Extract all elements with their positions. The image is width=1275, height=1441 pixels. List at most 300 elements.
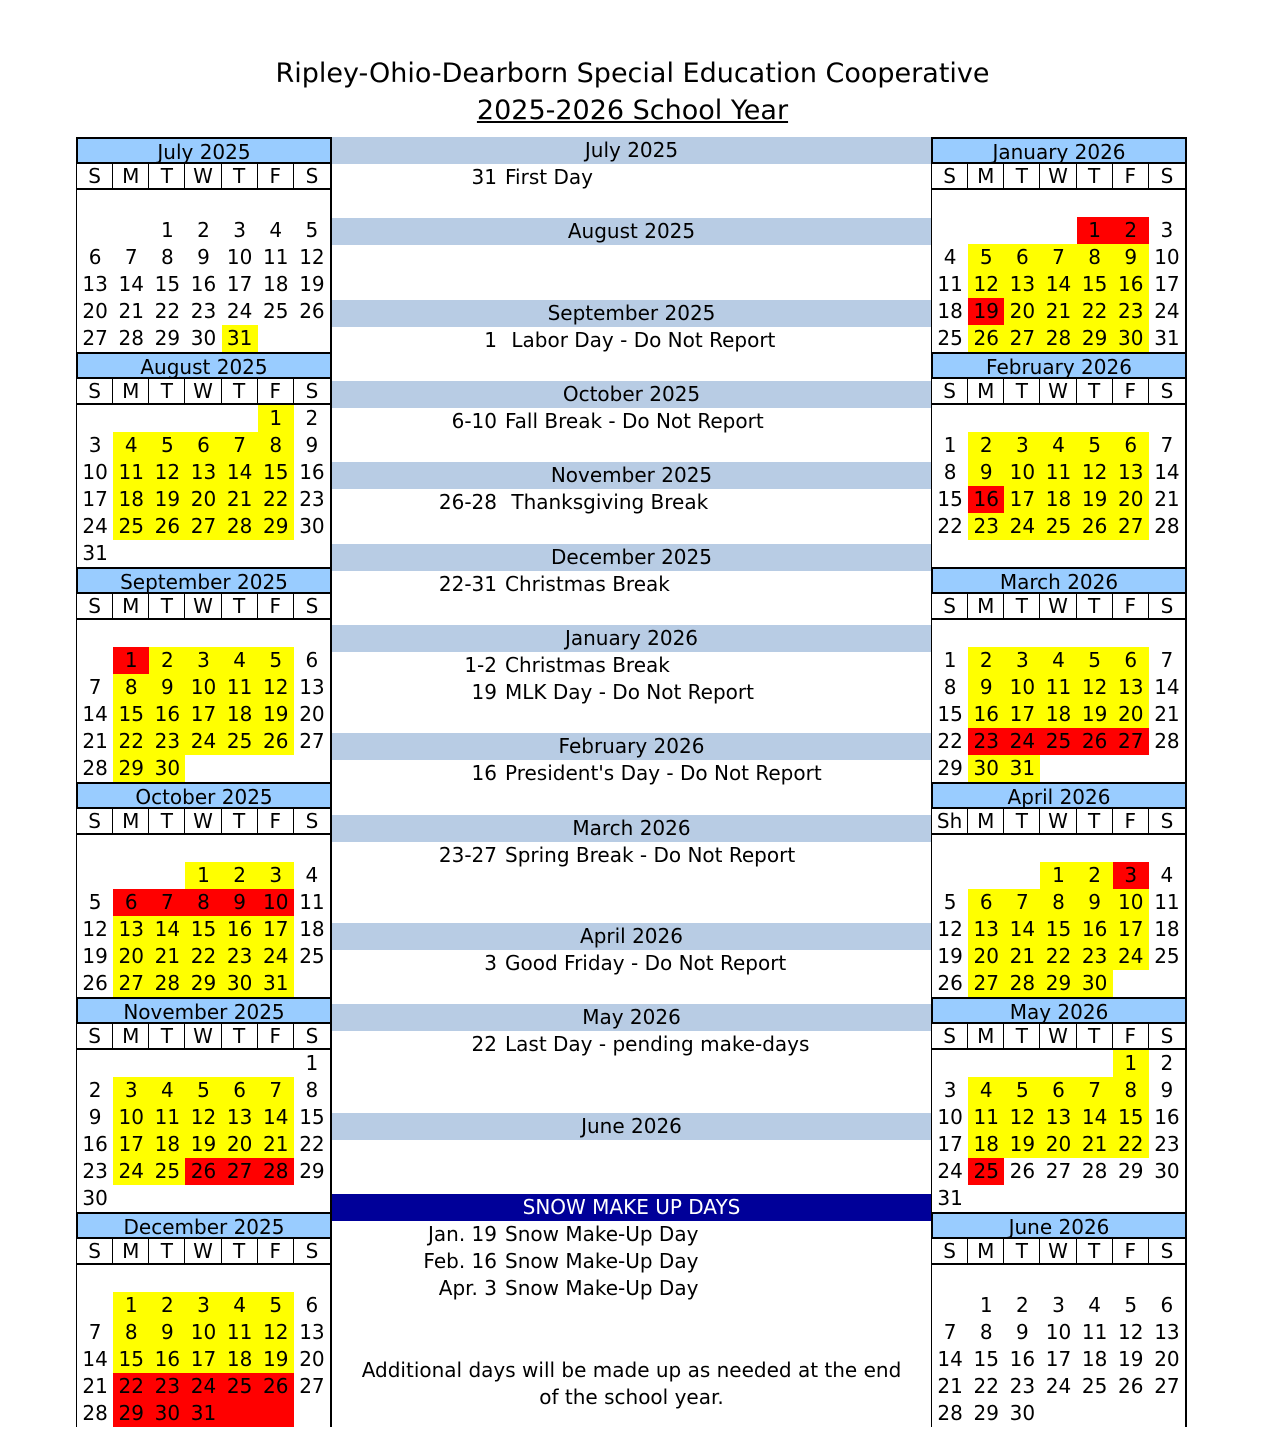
day-cell-school-day: 4 <box>113 432 149 459</box>
event-date: 31 <box>471 165 497 190</box>
event-row <box>332 760 931 787</box>
day-cell <box>1149 190 1185 217</box>
day-cell-school-day: 11 <box>1040 674 1076 701</box>
day-cell-no-school: 24 <box>1004 728 1040 755</box>
month-title: May 2026 <box>931 997 1187 1024</box>
day-cell <box>968 620 1004 647</box>
day-cell: 2 <box>1160 1051 1174 1075</box>
day-cell <box>932 405 968 432</box>
day-cell-school-day: 23 <box>968 513 1004 540</box>
event-date: 3 <box>484 951 497 975</box>
day-cell-school-day: 5 <box>149 432 185 459</box>
event-description: Fall Break - Do Not Report <box>505 409 764 433</box>
week-row <box>932 916 1185 943</box>
week-row <box>77 405 330 432</box>
day-cell: 12 <box>937 917 963 941</box>
week-row <box>932 298 1185 325</box>
day-cell: 14 <box>118 272 144 296</box>
day-cell <box>1113 405 1149 432</box>
day-cell: 14 <box>1154 675 1180 699</box>
day-cell: 29 <box>299 1159 325 1183</box>
month-calendar <box>931 782 1187 997</box>
day-cell-school-day: 10 <box>1004 459 1040 486</box>
week-row <box>932 943 1185 970</box>
weekday-label: S <box>1160 379 1174 403</box>
day-cell <box>77 1292 113 1319</box>
day-cell <box>1004 217 1040 244</box>
day-cell <box>1040 620 1076 647</box>
day-cell <box>1113 835 1149 862</box>
day-cell-school-day: 12 <box>149 459 185 486</box>
month-band: May 2026 <box>332 1004 931 1031</box>
event-description: Last Day - pending make-days <box>505 1032 810 1057</box>
day-cell: 23 <box>299 487 325 511</box>
weekday-header-row <box>931 1024 1187 1050</box>
day-cell-school-day: 13 <box>113 916 149 943</box>
event-row <box>332 1221 931 1248</box>
day-cell <box>932 540 968 567</box>
day-cell-school-day: 4 <box>1040 647 1076 674</box>
week-row <box>932 728 1185 755</box>
day-cell: 26 <box>937 971 963 995</box>
day-cell <box>1149 1400 1185 1427</box>
day-cell <box>258 325 294 352</box>
event-description: Christmas Break <box>505 652 670 677</box>
day-cell-school-day: 7 <box>1040 244 1076 271</box>
week-row <box>77 432 330 459</box>
day-cell: 25 <box>1154 944 1180 968</box>
day-cell: 24 <box>226 299 253 323</box>
day-cell <box>258 1050 294 1077</box>
day-cell <box>1149 405 1185 432</box>
day-cell <box>968 540 1004 567</box>
day-cell <box>1077 620 1113 647</box>
day-cell: 7 <box>88 1320 102 1344</box>
day-cell-school-day: 16 <box>1077 916 1113 943</box>
day-cell: 19 <box>82 944 108 968</box>
day-cell <box>1149 755 1185 782</box>
day-cell <box>77 647 113 674</box>
weekday-label: M <box>968 809 1004 833</box>
day-cell <box>1004 1050 1040 1077</box>
day-cell: 17 <box>82 487 108 511</box>
day-cell: 5 <box>88 890 102 914</box>
weekday-label: S <box>932 1239 968 1263</box>
day-cell-school-day: 15 <box>113 701 149 728</box>
day-cell-school-day: 17 <box>185 701 221 728</box>
week-row <box>932 486 1185 513</box>
day-cell-school-day: 28 <box>149 970 185 997</box>
day-cell <box>222 1050 258 1077</box>
day-cell: 6 <box>305 648 319 672</box>
day-cell-school-day: 30 <box>1113 325 1149 352</box>
day-cell <box>149 620 185 647</box>
day-cell <box>1077 1185 1113 1212</box>
day-cell-school-day: 1 <box>1113 1050 1149 1077</box>
weekday-label: T <box>222 809 258 833</box>
week-row <box>77 459 330 486</box>
week-row <box>932 970 1185 997</box>
day-cell-school-day: 16 <box>222 916 258 943</box>
month-title: April 2026 <box>931 782 1187 809</box>
day-cell-school-day: 15 <box>258 459 294 486</box>
month-title: September 2025 <box>76 567 332 594</box>
day-cell-no-school: 25 <box>968 1158 1004 1185</box>
weekday-label: S <box>1160 1239 1174 1263</box>
day-cell: 7 <box>124 245 138 269</box>
day-cell <box>113 405 149 432</box>
day-cell-school-day: 3 <box>258 862 294 889</box>
day-cell-school-day: 28 <box>222 513 258 540</box>
day-cell: 8 <box>305 1078 319 1102</box>
day-cell: 5 <box>1124 1293 1138 1317</box>
day-cell-school-day: 13 <box>1004 271 1040 298</box>
day-cell-school-day: 12 <box>968 271 1004 298</box>
month-calendar <box>76 997 332 1212</box>
weekday-label: T <box>1077 594 1113 618</box>
day-cell-no-school <box>222 1400 258 1427</box>
weekday-label: F <box>1113 1239 1149 1263</box>
day-cell-school-day: 30 <box>222 970 258 997</box>
day-cell-school-day: 13 <box>222 1104 258 1131</box>
week-row <box>77 916 330 943</box>
day-cell <box>1040 1050 1076 1077</box>
day-cell: 2 <box>88 1078 102 1102</box>
day-cell <box>77 190 113 217</box>
day-cell <box>258 835 294 862</box>
day-cell: 22 <box>937 729 963 753</box>
weekday-label: T <box>1077 1239 1113 1263</box>
day-cell-school-day: 11 <box>222 674 258 701</box>
week-row <box>932 271 1185 298</box>
week-row <box>77 943 330 970</box>
day-cell <box>1040 405 1076 432</box>
day-cell <box>294 190 330 217</box>
day-cell <box>1113 190 1149 217</box>
day-cell: 6 <box>1160 1293 1174 1317</box>
day-cell <box>1040 217 1076 244</box>
weekday-label: T <box>1004 1239 1040 1263</box>
day-cell <box>185 1185 221 1212</box>
day-cell-no-school: 24 <box>185 1373 221 1400</box>
day-cell-school-day: 8 <box>1077 244 1113 271</box>
day-cell <box>185 1050 221 1077</box>
week-row <box>932 862 1185 889</box>
day-cell-school-day: 22 <box>1113 1131 1149 1158</box>
day-cell: 22 <box>937 514 963 538</box>
day-cell: 1 <box>943 648 957 672</box>
day-cell <box>222 190 258 217</box>
event-date: Apr. 3 <box>438 1276 497 1301</box>
day-cell: 11 <box>299 890 325 914</box>
day-cell <box>185 1265 221 1292</box>
day-cell-no-school: 9 <box>222 889 258 916</box>
day-cell: 23 <box>82 1159 108 1183</box>
event-description: President's Day - Do Not Report <box>505 761 822 786</box>
day-cell-no-school: 25 <box>1040 728 1076 755</box>
day-cell-school-day: 4 <box>968 1077 1004 1104</box>
day-cell-school-day: 6 <box>185 432 221 459</box>
day-cell-school-day: 14 <box>222 459 258 486</box>
day-cell-school-day: 6 <box>968 889 1004 916</box>
day-cell-school-day: 21 <box>258 1131 294 1158</box>
day-cell-school-day: 26 <box>1077 513 1113 540</box>
weekday-label: W <box>1040 1239 1076 1263</box>
day-cell-school-day: 19 <box>1077 486 1113 513</box>
day-cell-school-day: 23 <box>1113 298 1149 325</box>
day-cell: 28 <box>1154 729 1180 753</box>
weekday-header-row <box>76 1239 332 1265</box>
day-cell-no-school: 7 <box>149 889 185 916</box>
day-cell <box>932 862 968 889</box>
day-cell: 17 <box>937 1132 963 1156</box>
day-cell-school-day: 26 <box>149 513 185 540</box>
day-cell: 18 <box>1154 917 1180 941</box>
day-cell-no-school: 27 <box>222 1158 258 1185</box>
day-cell-school-day: 20 <box>185 486 221 513</box>
month-title: November 2025 <box>76 997 332 1024</box>
day-cell <box>294 835 330 862</box>
day-cell-no-school: 27 <box>1113 728 1149 755</box>
day-cell-school-day: 2 <box>968 647 1004 674</box>
day-cell-school-day: 27 <box>113 970 149 997</box>
weekday-label: Sh <box>932 809 968 833</box>
day-cell <box>1077 1050 1113 1077</box>
weekday-label: T <box>1077 164 1113 188</box>
weekday-label: W <box>1040 809 1076 833</box>
week-row <box>77 1319 330 1346</box>
day-cell-school-day: 6 <box>1113 432 1149 459</box>
day-cell-school-day: 20 <box>1113 701 1149 728</box>
day-cell <box>113 190 149 217</box>
month-calendar <box>931 1212 1187 1427</box>
event-row <box>332 1275 931 1302</box>
day-cell-school-day: 12 <box>1077 459 1113 486</box>
day-cell: 15 <box>973 1347 999 1371</box>
week-row <box>932 835 1185 862</box>
school-year-subtitle: 2025-2026 School Year <box>476 95 789 126</box>
day-cell-school-day: 25 <box>113 513 149 540</box>
weekday-label: W <box>1040 164 1076 188</box>
day-cell-no-school: 22 <box>113 1373 149 1400</box>
day-cell-school-day: 2 <box>222 862 258 889</box>
day-cell: 29 <box>937 756 963 780</box>
day-cell-school-day: 15 <box>185 916 221 943</box>
day-cell <box>77 835 113 862</box>
day-cell: 26 <box>299 299 325 323</box>
day-cell-school-day: 7 <box>1004 889 1040 916</box>
right-calendar-column <box>931 137 1187 1427</box>
day-cell-school-day: 2 <box>149 1292 185 1319</box>
day-cell: 14 <box>82 1347 108 1371</box>
day-cell <box>1040 540 1076 567</box>
day-cell <box>932 217 968 244</box>
weekday-label: S <box>305 379 319 403</box>
weekday-label: M <box>113 164 149 188</box>
day-cell-school-day: 13 <box>968 916 1004 943</box>
day-cell-no-school: 19 <box>968 298 1004 325</box>
event-date: 16 <box>471 761 497 786</box>
day-cell <box>258 190 294 217</box>
day-cell-no-school <box>258 1400 294 1427</box>
day-cell: 8 <box>160 245 174 269</box>
day-cell-no-school: 10 <box>258 889 294 916</box>
event-row <box>332 679 931 706</box>
day-cell-school-day: 14 <box>1004 916 1040 943</box>
day-cell-school-day: 2 <box>149 647 185 674</box>
weekday-label: F <box>1113 594 1149 618</box>
day-cell-school-day: 29 <box>1077 325 1113 352</box>
day-cell: 9 <box>197 245 210 269</box>
day-cell: 9 <box>1015 1320 1029 1344</box>
day-cell <box>1149 835 1185 862</box>
day-cell <box>258 1265 294 1292</box>
week-row <box>77 862 330 889</box>
day-cell-school-day: 21 <box>1004 943 1040 970</box>
month-title: March 2026 <box>931 567 1187 594</box>
day-cell: 24 <box>937 1159 963 1183</box>
day-cell: 3 <box>88 433 102 457</box>
day-cell-school-day: 2 <box>1077 862 1113 889</box>
day-cell <box>1004 190 1040 217</box>
day-cell-school-day: 29 <box>185 970 221 997</box>
day-cell-school-day: 25 <box>1040 513 1076 540</box>
event-description: Good Friday - Do Not Report <box>505 951 787 975</box>
day-cell-school-day: 8 <box>113 674 149 701</box>
day-cell: 26 <box>1009 1159 1036 1183</box>
day-cell: 18 <box>937 299 963 323</box>
day-cell <box>113 1185 149 1212</box>
event-description: Labor Day - Do Not Report <box>505 327 776 352</box>
day-cell-school-day: 15 <box>1113 1104 1149 1131</box>
event-description: Snow Make-Up Day <box>505 1222 699 1246</box>
day-cell <box>185 540 221 567</box>
day-cell <box>77 1265 113 1292</box>
day-cell <box>1040 1265 1076 1292</box>
day-cell <box>185 835 221 862</box>
day-cell-school-day: 18 <box>113 486 149 513</box>
day-cell-school-day: 22 <box>185 943 221 970</box>
day-cell: 4 <box>305 863 319 887</box>
weekday-label: T <box>149 594 185 618</box>
day-cell <box>113 620 149 647</box>
day-cell: 3 <box>1160 218 1174 242</box>
week-row <box>932 244 1185 271</box>
day-cell: 19 <box>1118 1347 1144 1371</box>
day-cell: 20 <box>1154 1347 1180 1371</box>
month-band: April 2026 <box>332 923 931 950</box>
day-cell: 20 <box>299 1347 325 1371</box>
day-cell: 9 <box>88 1105 102 1129</box>
day-cell: 29 <box>1118 1159 1144 1183</box>
day-cell <box>113 1265 149 1292</box>
event-description: First Day <box>505 165 593 190</box>
month-calendar <box>931 137 1187 352</box>
week-row <box>77 513 330 540</box>
day-cell: 14 <box>82 702 108 726</box>
day-cell: 11 <box>937 272 963 296</box>
day-cell-school-day: 1 <box>258 405 294 432</box>
day-cell <box>77 1050 113 1077</box>
day-cell: 12 <box>82 917 108 941</box>
day-cell-school-day: 29 <box>113 755 149 782</box>
day-cell-school-day: 4 <box>222 647 258 674</box>
day-cell-school-day: 19 <box>1077 701 1113 728</box>
month-calendar <box>76 567 332 782</box>
day-cell: 27 <box>299 1374 325 1398</box>
day-cell <box>968 217 1004 244</box>
day-cell-school-day: 8 <box>258 432 294 459</box>
day-cell-no-school: 25 <box>222 1373 258 1400</box>
weekday-label: F <box>258 809 294 833</box>
day-cell <box>1149 1185 1185 1212</box>
day-cell: 31 <box>82 541 108 565</box>
month-calendar <box>76 137 332 352</box>
day-cell: 28 <box>937 1401 963 1425</box>
week-row <box>77 1373 330 1400</box>
day-cell: 18 <box>299 917 325 941</box>
weekday-label: T <box>149 1024 185 1048</box>
day-cell-school-day: 22 <box>113 728 149 755</box>
weekday-label: T <box>222 379 258 403</box>
event-date: 23-27 <box>438 842 497 867</box>
day-cell: 30 <box>1009 1401 1036 1425</box>
day-cell: 26 <box>82 971 108 995</box>
day-cell-school-day: 27 <box>1113 513 1149 540</box>
day-cell: 8 <box>943 675 957 699</box>
week-row <box>77 217 330 244</box>
weekday-header-row <box>931 164 1187 190</box>
day-cell-school-day: 11 <box>968 1104 1004 1131</box>
event-row <box>332 1031 931 1058</box>
day-cell: 29 <box>154 326 181 350</box>
day-cell-no-school: 26 <box>1077 728 1113 755</box>
month-calendar <box>76 782 332 997</box>
event-description: Snow Make-Up Day <box>505 1276 699 1301</box>
make-up-note: Additional days will be made up as needed at the end <box>361 1357 902 1382</box>
weekday-label: S <box>305 809 319 833</box>
day-cell <box>258 1185 294 1212</box>
day-cell <box>222 835 258 862</box>
week-row <box>932 1373 1185 1400</box>
day-cell-school-day: 13 <box>1113 459 1149 486</box>
day-cell-school-day: 22 <box>258 486 294 513</box>
day-cell <box>185 190 221 217</box>
day-cell-school-day: 5 <box>185 1077 221 1104</box>
day-cell-school-day: 14 <box>1077 1104 1113 1131</box>
day-cell <box>77 620 113 647</box>
day-cell-no-school: 8 <box>185 889 221 916</box>
day-cell: 8 <box>943 460 957 484</box>
weekday-header-row <box>76 594 332 620</box>
day-cell: 10 <box>1154 245 1180 269</box>
day-cell-school-day: 21 <box>1077 1131 1113 1158</box>
day-cell <box>294 970 330 997</box>
day-cell: 21 <box>118 299 144 323</box>
day-cell: 16 <box>1154 1105 1180 1129</box>
weekday-label: M <box>113 379 149 403</box>
day-cell <box>932 190 968 217</box>
day-cell: 22 <box>299 1132 325 1156</box>
weekday-label: F <box>258 164 294 188</box>
day-cell-school-day: 6 <box>1004 244 1040 271</box>
day-cell: 2 <box>305 406 319 430</box>
month-title: July 2025 <box>76 137 332 164</box>
day-cell <box>968 190 1004 217</box>
event-date: 26-28 <box>438 490 497 515</box>
event-date: 22 <box>471 1032 497 1057</box>
day-cell-school-day: 4 <box>222 1292 258 1319</box>
